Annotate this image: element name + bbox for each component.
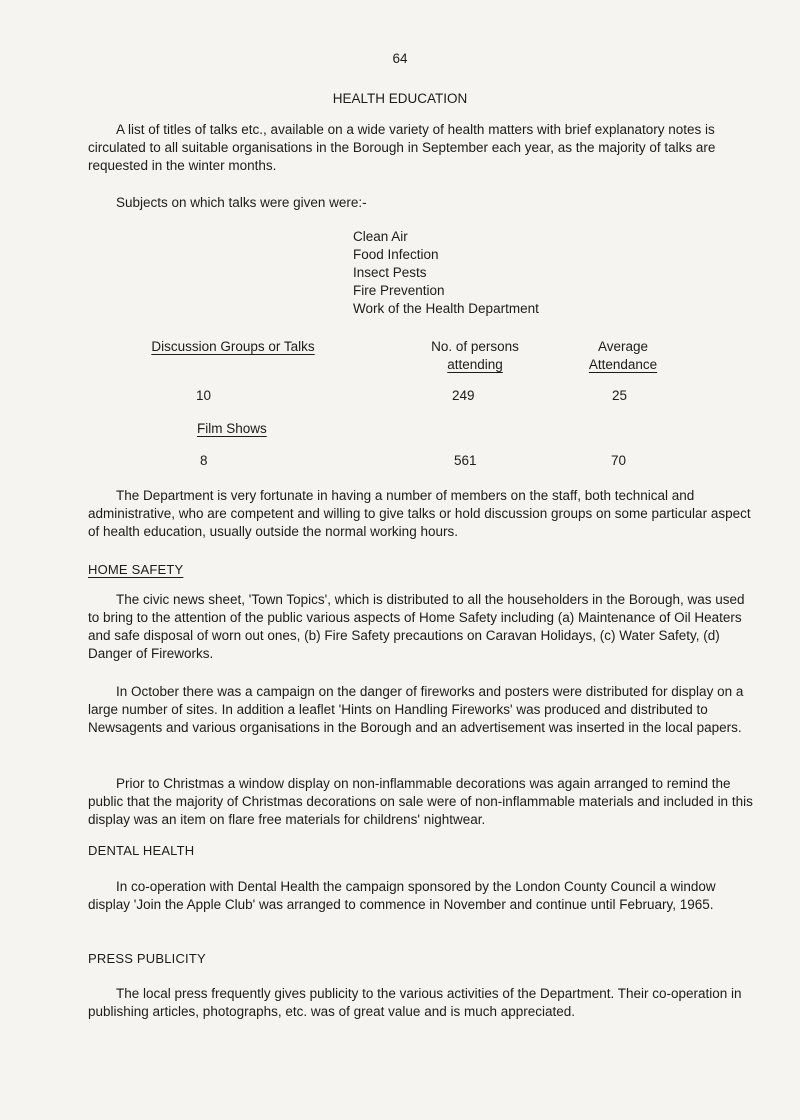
table-cell-average: 70: [611, 453, 627, 468]
film-shows-label: Film Shows: [197, 421, 267, 436]
home-safety-paragraph-1: The civic news sheet, 'Town Topics', which is distributed to all the householders in the Borough, was used to bring to the attention of the public various aspects of Home Safety including (a) Maintenance of Oil Heaters and safe disposal of worn out ones, (b) Fire Safety precautions on Caravan Holidays, (c) Water Safety, (d) Danger of Fireworks.: [88, 592, 745, 661]
subjects-intro: Subjects on which talks were given were:-: [116, 195, 367, 210]
home-safety-paragraph-2: In October there was a campaign on the danger of fireworks and posters were distributed for display on a large number of sites. In addition a leaflet 'Hints on Handling Fireworks' was produced and distributed to Newsagents and various organisations in the Borough and an advertisement was inserted in the local papers.: [88, 684, 744, 735]
home-safety-heading: HOME SAFETY: [88, 562, 184, 577]
dental-health-paragraph: In co-operation with Dental Health the campaign sponsored by the London County Council a window display 'Join the Apple Club' was arranged to commence in November and continue until February, 1965.: [88, 879, 716, 912]
subject-item: Fire Prevention: [353, 283, 445, 298]
subject-item: Insect Pests: [353, 265, 427, 280]
dental-health-heading: DENTAL HEALTH: [88, 843, 195, 858]
table-header-persons-line2: attending: [447, 357, 503, 372]
table-cell-persons: 561: [454, 453, 477, 468]
table-cell-count: 10: [196, 388, 212, 403]
staff-paragraph: The Department is very fortunate in having a number of members on the staff, both technical and administrative, who are competent and willing to give talks or hold discussion groups on some particular aspect of health education, usually outside the normal working hours.: [88, 488, 751, 539]
page-number: 64: [392, 51, 408, 66]
subject-item: Clean Air: [353, 229, 408, 244]
home-safety-paragraph-3: Prior to Christmas a window display on non-inflammable decorations was again arranged to remind the public that the majority of Christmas decorations on sale were of non-inflammable materials and included in this display was an item on flare free materials for childrens' nightwear.: [88, 776, 753, 827]
table-cell-average: 25: [612, 388, 628, 403]
press-publicity-paragraph: The local press frequently gives publicity to the various activities of the Department. Their co-operation in publishing articles, photographs, etc. was of great value and is much appreciated.: [88, 986, 742, 1019]
table-header-average-line2: Attendance: [588, 357, 658, 372]
subjects-list: [353, 228, 539, 318]
press-publicity-heading: PRESS PUBLICITY: [88, 951, 206, 966]
table-header-average: [568, 338, 678, 374]
table-header-discussion-groups: Discussion Groups or Talks: [151, 339, 315, 354]
table-header-persons: [400, 338, 550, 374]
table-cell-persons: 249: [452, 388, 475, 403]
table-header-average-line1: Average: [597, 339, 649, 354]
table-cell-count: 8: [200, 453, 208, 468]
subject-item: Work of the Health Department: [353, 301, 539, 316]
intro-paragraph: A list of titles of talks etc., available on a wide variety of health matters with brief explanatory notes is circulated to all suitable organisations in the Borough in September each year, as the majority of talks are requested in the winter months.: [88, 122, 716, 173]
subject-item: Food Infection: [353, 247, 439, 262]
table-header-persons-line1: No. of persons: [431, 339, 519, 354]
page-title: HEALTH EDUCATION: [332, 91, 468, 106]
